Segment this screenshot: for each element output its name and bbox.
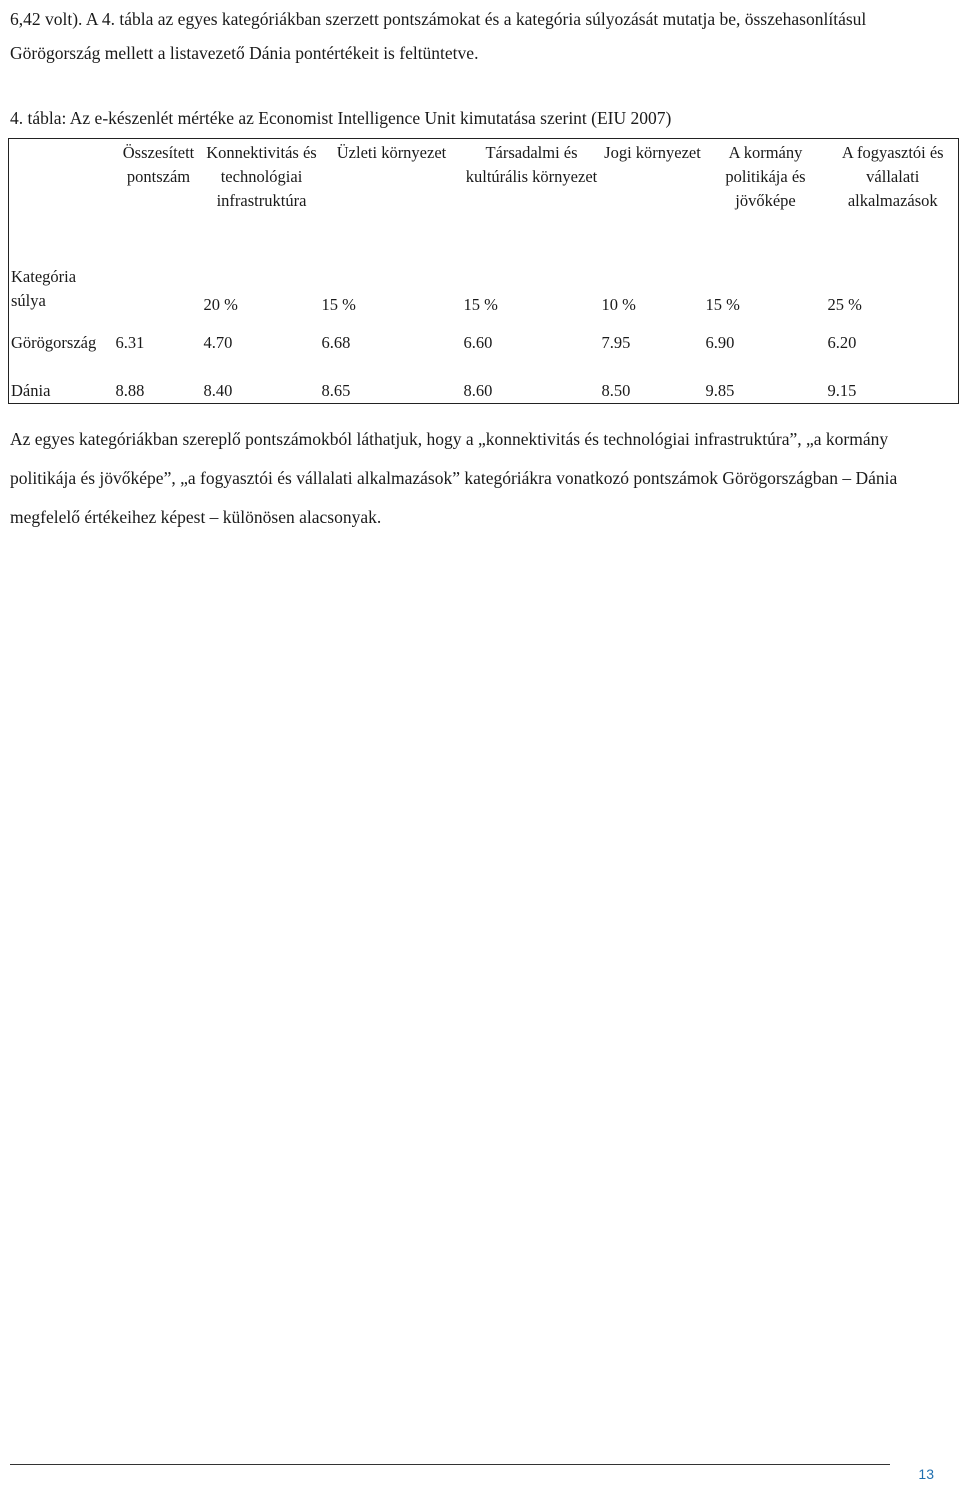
table-cell: 8.60 [463,381,493,400]
table-cell: 20 % [203,295,238,314]
table-cell: 6.20 [827,333,857,352]
table-cell: 6.31 [115,333,145,352]
table-cell [114,265,202,331]
table-cell: 9.85 [705,381,735,400]
table-cell: 8.88 [115,381,145,400]
eiu-table [8,138,959,404]
header-total-score: Összesített pontszám [122,143,195,186]
header-corner [9,139,114,266]
table-cell: 8.50 [601,381,631,400]
header-social-cultural-env: Társadalmi és kultúrális környezet [465,143,598,186]
row-label-greece: Görögország [11,333,97,352]
table-caption: 4. tábla: Az e-készenlét mértéke az Economist Intelligence Unit kimutatása szerint (EIU 2007) [10,108,672,128]
table-row-denmark [9,379,959,404]
header-legal-env: Jogi környezet [604,143,701,162]
table-cell: 8.65 [321,381,351,400]
header-connectivity: Konnektivitás és technológiai infrastruktúra [206,143,317,210]
table-cell: 25 % [827,295,862,314]
table-cell: 15 % [463,295,498,314]
intro-paragraph: 6,42 volt). A 4. tábla az egyes kategóriákban szerzett pontszámokat és a kategória súlyozását mutatja be, összehasonlításul Görögország mellett a listavezető Dánia pontértékeit is feltüntetve. [10,9,867,63]
table-cell: 15 % [321,295,356,314]
row-label-denmark: Dánia [11,381,51,400]
body-paragraph: Az egyes kategóriákban szereplő pontszámokból láthatjuk, hogy a „konnektivitás és technológiai infrastruktúra”, „a kormány politikája és jövőképe”, „a fogyasztói és vállalati alkalmazások” kategóriákra vonatkozó pontszámok Görögországban – Dánia megfelelő értékeihez képest – különösen alacsonyak. [10,429,898,527]
footer-divider [10,1464,890,1465]
table-cell: 9.15 [827,381,857,400]
table-header-row [9,139,959,266]
header-consumer-business-apps: A fogyasztói és vállalati alkalmazások [841,143,944,210]
table-row-greece [9,331,959,379]
page-number: 13 [918,1466,934,1482]
row-label-weight: Kategória súlya [11,267,77,310]
table-cell: 15 % [705,295,740,314]
header-business-env: Üzleti környezet [336,143,447,162]
table-cell: 6.60 [463,333,493,352]
table-cell: 7.95 [601,333,631,352]
table-cell: 8.40 [203,381,233,400]
table-cell: 10 % [601,295,636,314]
table-cell: 4.70 [203,333,233,352]
table-cell: 6.90 [705,333,735,352]
table-row-weight [9,265,959,331]
header-government-policy: A kormány politikája és jövőképe [725,143,806,210]
table-cell: 6.68 [321,333,351,352]
